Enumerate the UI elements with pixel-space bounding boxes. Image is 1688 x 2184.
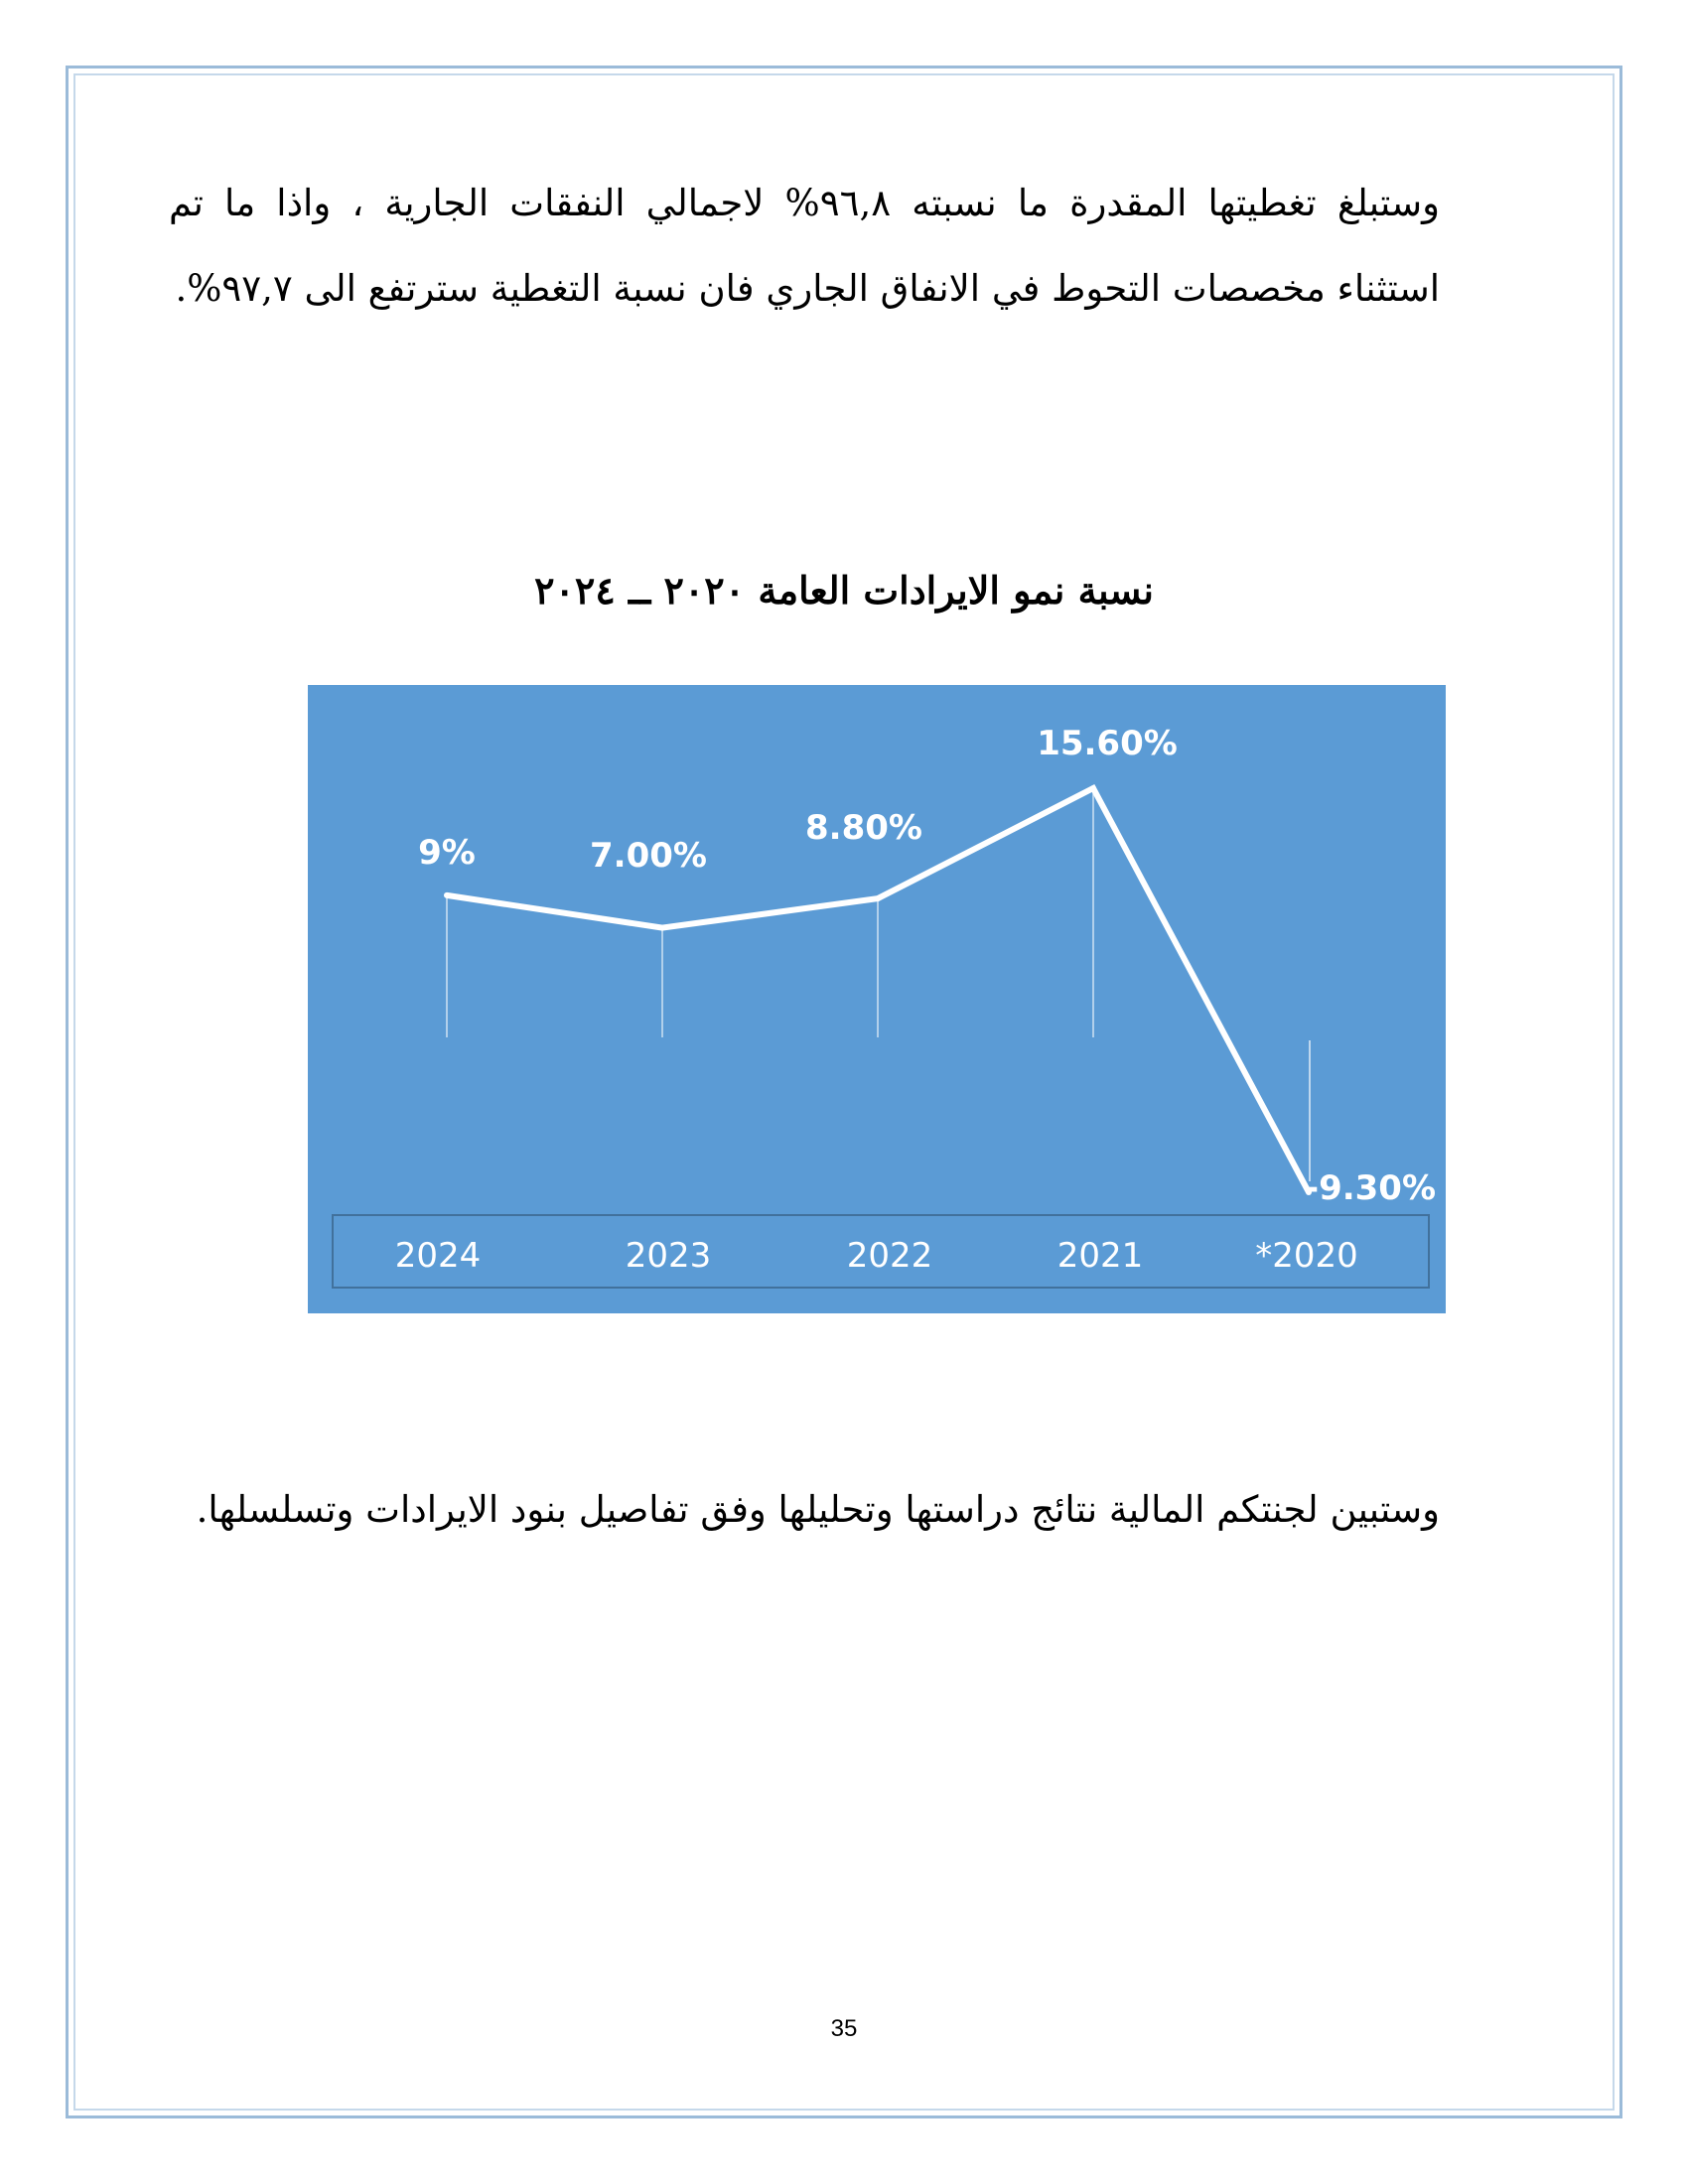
- x-tick-label-2022: 2022: [846, 1236, 933, 1276]
- data-label-2021: 15.60%: [1037, 724, 1178, 763]
- chart-svg: [308, 685, 1446, 1313]
- closing-paragraph: وستبين لجنتكم المالية نتائج دراستها وتحليلها وفق تفاصيل بنود الايرادات وتسلسلها.: [196, 1488, 1440, 1531]
- data-label-2023: 7.00%: [590, 836, 707, 876]
- page-number: 35: [830, 2015, 858, 2042]
- data-label-2022: 8.80%: [805, 808, 922, 848]
- x-tick-label-2021: 2021: [1056, 1236, 1144, 1276]
- data-point-2022: [875, 895, 881, 901]
- chart-background: [308, 685, 1446, 1313]
- data-point-2021: [1090, 785, 1096, 791]
- x-tick-label-2024: 2024: [394, 1236, 482, 1276]
- data-label-2024: 9%: [418, 833, 476, 873]
- data-point-2024: [444, 892, 450, 898]
- x-tick-label-*2020: *2020: [1255, 1236, 1358, 1276]
- intro-paragraph: وستبلغ تغطيتها المقدرة ما نسبته ٩٦,٨% لاجمالي النفقات الجارية ، واذا ما تم استثناء مخصصات التحوط في الانفاق الجاري فان نسبة التغطية سترتفع الى ٩٧,٧%.: [169, 182, 1440, 310]
- revenue-growth-chart: [308, 685, 1446, 1313]
- data-point-2023: [659, 925, 665, 931]
- x-tick-label-2023: 2023: [625, 1236, 712, 1276]
- data-label-*2020: -9.30%: [1304, 1168, 1437, 1208]
- chart-title: نسبة نمو الايرادات العامة ٢٠٢٠ ــ ٢٠٢٤: [534, 568, 1154, 613]
